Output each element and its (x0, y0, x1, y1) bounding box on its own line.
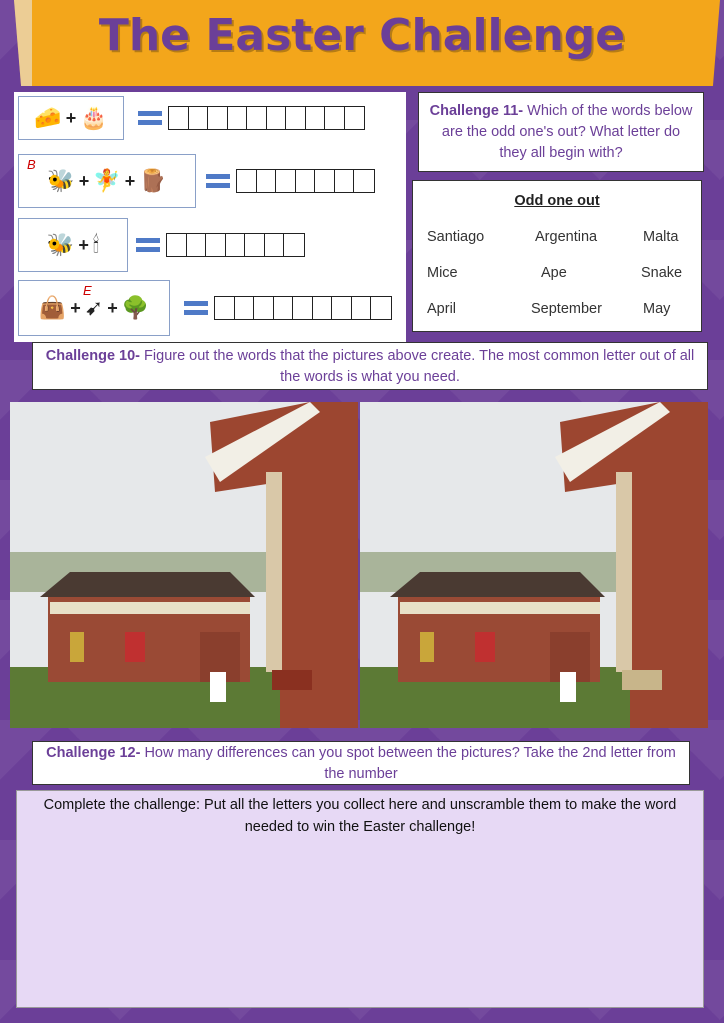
letter-box[interactable] (215, 297, 235, 319)
arrow-icon: ➹ (84, 295, 104, 320)
letter-box[interactable] (265, 234, 285, 256)
challenge-10-text: Figure out the words that the pictures above create. The most common letter out of all the words is what you need. (144, 348, 695, 385)
letter-box[interactable] (189, 107, 209, 129)
letter-box[interactable] (276, 170, 296, 192)
plus-sign: + (70, 297, 81, 318)
challenge-10-label: Challenge 10- (45, 348, 141, 364)
challenge-12-box (32, 741, 690, 785)
tree-icon: 🌳 (121, 295, 150, 320)
letter-box[interactable] (169, 107, 189, 129)
plus-sign: + (124, 170, 136, 191)
cheese-icon: 🧀 (34, 105, 62, 130)
odd-word: Argentina (535, 229, 598, 245)
odd-word: September (531, 301, 602, 317)
bee-icon: 🐝 (47, 168, 75, 193)
picture-box (18, 154, 196, 208)
plus-sign: + (107, 297, 118, 318)
letter-box[interactable] (235, 297, 255, 319)
letter-box[interactable] (206, 234, 226, 256)
page-title: The Easter Challenge (98, 10, 626, 61)
odd-word: Santiago (427, 229, 485, 245)
letter-box[interactable] (335, 170, 355, 192)
letter-box[interactable] (306, 107, 326, 129)
letter-box[interactable] (371, 297, 391, 319)
puzzle-row (18, 154, 375, 208)
challenge-11-box (418, 92, 704, 172)
odd-word: Ape (541, 265, 567, 281)
letter-box[interactable] (228, 107, 248, 129)
odd-one-out-title: Odd one out (514, 193, 600, 209)
answer-boxes[interactable] (168, 106, 365, 130)
letter-box[interactable] (245, 234, 265, 256)
odd-word: Mice (427, 265, 458, 281)
challenge-10-box (32, 342, 708, 390)
letter-box[interactable] (226, 234, 246, 256)
odd-word: Malta (643, 229, 679, 245)
letter-box[interactable] (325, 107, 345, 129)
picture-box (18, 280, 170, 336)
puzzle-row (18, 280, 392, 336)
letter-box[interactable] (313, 297, 333, 319)
puzzle-row (18, 218, 305, 272)
equals-sign (136, 238, 160, 252)
crossed-letter: E (83, 283, 92, 298)
letter-box[interactable] (267, 107, 287, 129)
letter-box[interactable] (187, 234, 207, 256)
challenge-12-text: How many differences can you spot between the pictures? Take the 2nd letter from the number (144, 745, 676, 782)
answer-boxes[interactable] (214, 296, 392, 320)
odd-word: Snake (641, 265, 683, 281)
picture-puzzles-panel (14, 92, 406, 342)
candle-icon: 🕯 (92, 232, 100, 257)
answer-area[interactable] (16, 790, 704, 1008)
odd-word: April (427, 301, 457, 317)
equals-sign (138, 111, 162, 125)
cake-icon: 🎂 (80, 105, 108, 130)
letter-box[interactable] (296, 170, 316, 192)
challenge-12-label: Challenge 12- (46, 745, 141, 761)
building-photo (360, 402, 708, 728)
crossed-letter: B (27, 157, 36, 172)
letter-box[interactable] (293, 297, 313, 319)
letter-box[interactable] (286, 107, 306, 129)
challenge-11-text: Which of the words below are the odd one's out? What letter do they all begin with? (441, 103, 693, 161)
picture-box (18, 96, 124, 140)
bees-icon: 🐝 (46, 232, 75, 257)
letter-box[interactable] (315, 170, 335, 192)
answer-boxes[interactable] (236, 169, 375, 193)
plus-sign: + (65, 107, 77, 128)
plus-sign: + (78, 234, 89, 255)
letter-box[interactable] (208, 107, 228, 129)
letter-box[interactable] (345, 107, 365, 129)
photo-right[interactable] (360, 402, 708, 728)
complete-instructions: Complete the challenge: Put all the letters you collect here and unscramble them to make the word needed to win the Easter challenge! (43, 797, 677, 835)
letter-box[interactable] (332, 297, 352, 319)
letter-box[interactable] (352, 297, 372, 319)
letter-box[interactable] (257, 170, 277, 192)
photo-left[interactable] (10, 402, 358, 728)
letter-box[interactable] (274, 297, 294, 319)
equals-sign (206, 174, 230, 188)
fairy-icon: 🧚 (93, 168, 121, 193)
bag-icon: 👜 (38, 295, 67, 320)
letter-box[interactable] (167, 234, 187, 256)
letter-box[interactable] (254, 297, 274, 319)
plus-sign: + (78, 170, 90, 191)
puzzle-row (18, 96, 365, 140)
stick-icon: 🪵 (139, 168, 167, 193)
letter-box[interactable] (284, 234, 304, 256)
letter-box[interactable] (247, 107, 267, 129)
challenge-11-label: Challenge 11- (429, 103, 524, 119)
letter-box[interactable] (354, 170, 374, 192)
picture-box (18, 218, 128, 272)
odd-one-out-box (412, 180, 702, 332)
building-photo (10, 402, 358, 728)
equals-sign (184, 301, 208, 315)
odd-word: May (643, 301, 671, 317)
letter-box[interactable] (237, 170, 257, 192)
answer-boxes[interactable] (166, 233, 305, 257)
